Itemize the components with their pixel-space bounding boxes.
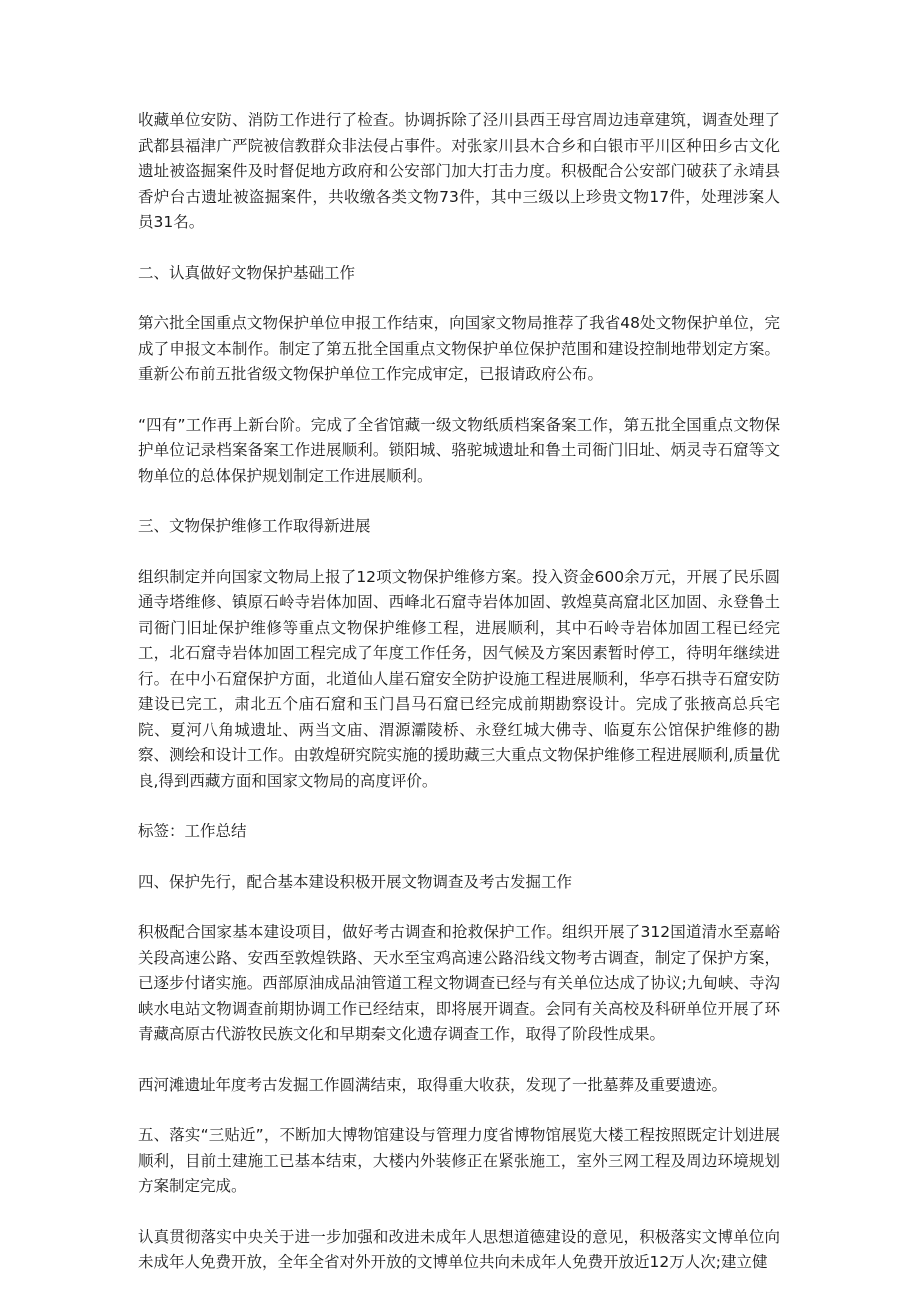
paragraph-national-protection-units: 第六批全国重点文物保护单位申报工作结束，向国家文物局推荐了我省48处文物保护单位，完成了申报文本制作。制定了第五批全国重点文物保护单位保护范围和建设控制地带划定方案。重新公布前五批省级文物保护单位工作完成审定，已报请政府公布。: [138, 314, 780, 383]
tags-line: 标签：工作总结: [138, 822, 247, 840]
paragraph-museum-construction: 五、落实“三贴近”，不断加大博物馆建设与管理力度省博物馆展览大楼工程按照既定计划进展顺利，目前土建施工已基本结束，大楼内外装修正在紧张施工，室外三网工程及周边环境规划方案制定完成。: [138, 1126, 780, 1195]
section-heading-2: 二、认真做好文物保护基础工作: [138, 263, 356, 282]
section-heading-4: 四、保护先行，配合基本建设积极开展文物调查及考古发掘工作: [138, 872, 573, 891]
paragraph-security-inspection: 收藏单位安防、消防工作进行了检查。协调拆除了泾川县西王母宫周边违章建筑，调查处理了武都县福津广严院被信教群众非法侵占事件。对张家川县木合乡和白银市平川区种田乡古文化遗址被盗掘案件及时督促地方政府和公安部门加大打击力度。积极配合公安部门破获了永靖县香炉台古遗址被盗掘案件，共收缴各类文物73件，其中三级以上珍贵文物17件，处理涉案人员31名。: [138, 111, 780, 231]
paragraph-xihetan-excavation: 西河滩遗址年度考古发掘工作圆满结束，取得重大收获，发现了一批墓葬及重要遗迹。: [138, 1075, 728, 1094]
section-heading-3: 三、文物保护维修工作取得新进展: [138, 517, 371, 535]
paragraph-maintenance-projects: 组织制定并向国家文物局上报了12项文物保护维修方案。投入资金600余万元，开展了民乐圆通寺塔维修、镇原石岭寺岩体加固、西峰北石窟寺岩体加固、敦煌莫高窟北区加固、永登鲁土司衙门旧址保护维修等重点文物保护维修工程，进展顺利，其中石岭寺岩体加固工程已经完工，北石窟寺岩体加固工程完成了年度工作任务，因气候及方案因素暂时停工，待明年继续进行。在中小石窟保护方面，北道仙人崖石窟安全防护设施工程进展顺利，华亭石拱寺石窟安防建设已完工，肃北五个庙石窟和玉门昌马石窟已经完成前期勘察设计。完成了张掖高总兵宅院、夏河八角城遗址、两当文庙、渭源灞陵桥、永登红城大佛寺、临夏东公馆保护维修的勘察、测绘和设计工作。由敦煌研究院实施的援助藏三大重点文物保护维修工程进展顺利,质量优良,得到西藏方面和国家文物局的高度评价。: [138, 567, 780, 790]
document-body: [138, 108, 780, 1276]
paragraph-minors-free-access: 认真贯彻落实中央关于进一步加强和改进未成年人思想道德建设的意见，积极落实文博单位向未成年人免费开放，全年全省对外开放的文博单位共向未成年人免费开放近12万人次;建立健: [138, 1227, 780, 1271]
paragraph-four-haves: “四有”工作再上新台阶。完成了全省馆藏一级文物纸质档案备案工作，第五批全国重点文物保护单位记录档案备案工作进展顺利。锁阳城、骆驼城遗址和鲁土司衙门旧址、炳灵寺石窟等文物单位的总体保护规划制定工作进展顺利。: [138, 415, 780, 485]
paragraph-archaeological-surveys: 积极配合国家基本建设项目，做好考古调查和抢救保护工作。组织开展了312国道清水至嘉峪关段高速公路、安西至敦煌铁路、天水至宝鸡高速公路沿线文物考古调查，制定了保护方案，已逐步付诸实施。西部原油成品油管道工程文物调查已经与有关单位达成了协议;九甸峡、寺沟峡水电站文物调查前期协调工作已经结束，即将展开调查。会同有关高校及科研单位开展了环青藏高原古代游牧民族文化和早期秦文化遗存调查工作，取得了阶段性成果。: [138, 923, 780, 1043]
